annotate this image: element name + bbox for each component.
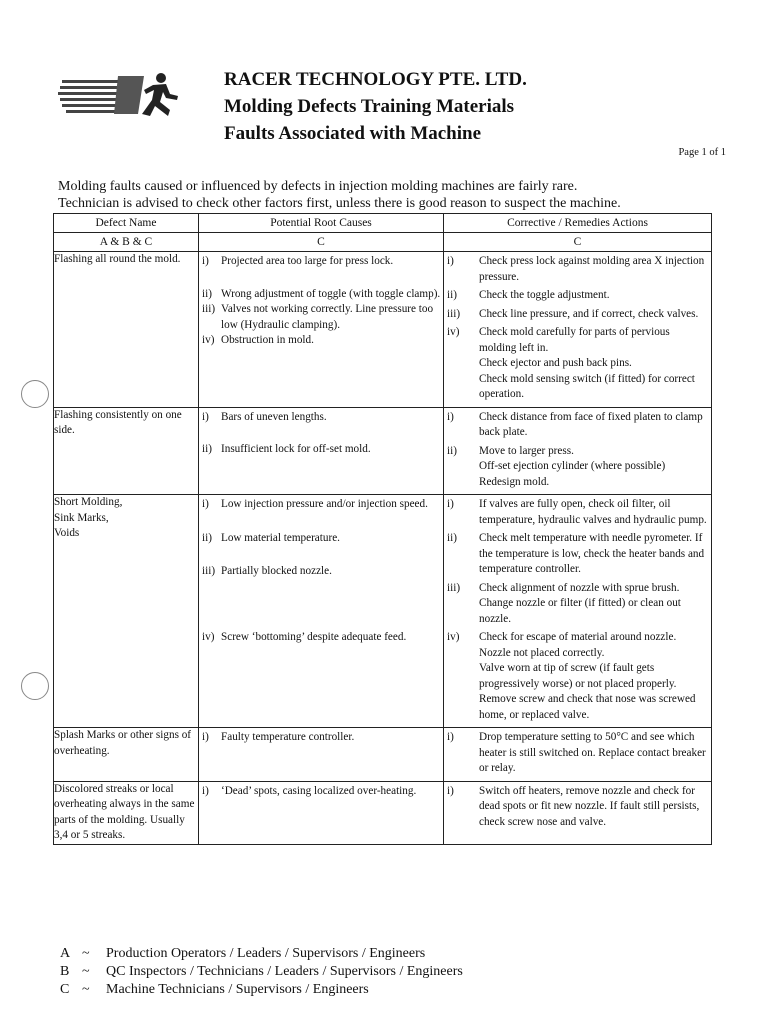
cause-number: ii) (202, 443, 212, 455)
action-number (447, 661, 479, 723)
action-item (447, 325, 709, 356)
action-number: ii) (447, 444, 457, 457)
action-item (447, 475, 709, 491)
legend-item (60, 945, 463, 963)
intro-line: Technician is advised to check other factors first, unless there is good reason to suspect the machine. (58, 196, 621, 211)
action-number (447, 475, 479, 491)
cause-item (202, 302, 441, 333)
cause-text: Obstruction in mold. (221, 334, 314, 346)
action-item (447, 784, 709, 831)
cause-item (202, 497, 441, 513)
legend-key: B (60, 964, 70, 979)
cause-item (202, 564, 441, 580)
audience-actions: C (444, 233, 712, 252)
action-item (447, 307, 709, 323)
cause-number: ii) (202, 287, 212, 300)
cause-number: i) (202, 731, 209, 743)
defect-name-cell: Splash Marks or other signs of overheating. (54, 728, 199, 782)
table-row (54, 252, 712, 408)
cause-number: ii) (202, 531, 212, 544)
action-text: Check mold carefully for parts of pervious molding left in. (479, 326, 670, 354)
action-item (447, 372, 709, 403)
defect-name-cell: Short Molding, Sink Marks, Voids (54, 495, 199, 728)
action-text: Switch off heaters, remove nozzle and check for dead spots or fit new nozzle. If fault still persists, check screw nose and valve. (479, 784, 700, 828)
remedies-cell (444, 781, 712, 844)
action-item (447, 596, 709, 627)
cause-item (202, 333, 441, 349)
defect-name-cell: Flashing all round the mold. (54, 252, 199, 408)
action-text: Check line pressure, and if correct, check valves. (479, 307, 699, 320)
cause-item (202, 287, 441, 303)
action-item (447, 497, 709, 528)
cause-text: Wrong adjustment of toggle (with toggle clamp). (221, 287, 441, 300)
root-causes-cell (199, 728, 444, 782)
cause-item (202, 410, 441, 426)
remedies-cell (444, 407, 712, 495)
action-text: Check distance from face of fixed platen to clamp back plate. (479, 410, 703, 438)
action-number: i) (447, 498, 454, 510)
root-causes-cell (199, 495, 444, 728)
action-number (447, 459, 479, 475)
cause-number: i) (202, 410, 209, 423)
punch-hole (21, 672, 49, 700)
cause-item (202, 630, 441, 646)
action-item (447, 531, 709, 578)
action-text: Check ejector and push back pins. (479, 357, 632, 369)
action-text: Check the toggle adjustment. (479, 289, 610, 301)
cause-number: iv) (202, 630, 215, 643)
legend-key: A (60, 946, 71, 961)
legend-text: Machine Technicians / Supervisors / Engineers (106, 982, 369, 997)
table-row (54, 728, 712, 782)
audience-causes: C (199, 233, 444, 252)
legend-item (60, 963, 463, 981)
cause-item (202, 784, 441, 800)
action-number: i) (447, 731, 454, 743)
action-number: iii) (447, 307, 461, 320)
action-number: i) (447, 255, 454, 267)
legend-text: QC Inspectors / Technicians / Leaders / Supervisors / Engineers (106, 964, 463, 979)
action-item (447, 661, 709, 723)
action-text: Move to larger press. (479, 444, 574, 457)
action-text: Check melt temperature with needle pyrometer. If the temperature is low, check the heater bands and temperature controller. (479, 532, 705, 575)
action-number: i) (447, 784, 454, 797)
legend-key: C (60, 982, 70, 997)
table-row (54, 495, 712, 728)
cause-text: Screw ‘bottoming’ despite adequate feed. (221, 630, 407, 643)
table-audience-row (54, 233, 712, 252)
intro-paragraph (58, 178, 718, 212)
action-item (447, 630, 709, 661)
defect-name-cell: Flashing consistently on one side. (54, 407, 199, 495)
action-text: Check press lock against molding area X injection pressure. (479, 255, 705, 283)
cause-number: i) (202, 498, 209, 510)
table-row (54, 781, 712, 844)
action-item (447, 730, 709, 777)
legend-separator: ~ (82, 946, 90, 961)
document-subtitle: Molding Defects Training Materials (224, 96, 515, 117)
cause-text: Low injection pressure and/or injection speed. (221, 498, 428, 510)
audience-legend (60, 945, 463, 999)
audience-defect: A & B & C (54, 233, 199, 252)
action-number: iv) (447, 326, 460, 338)
action-item (447, 254, 709, 285)
action-item (447, 444, 709, 460)
header-defect-name: Defect Name (54, 214, 199, 233)
table-row (54, 407, 712, 495)
company-name: RACER TECHNOLOGY PTE. LTD. (224, 69, 527, 90)
root-causes-cell (199, 252, 444, 408)
cause-text: Valves not working correctly. Line pressure too low (Hydraulic clamping). (221, 303, 434, 331)
action-text: Valve worn at tip of screw (if fault gets progressively worse) or not placed properly. Remove screw and check that nose was screwed home, or replaced valve. (479, 662, 696, 721)
section-title: Faults Associated with Machine (224, 123, 482, 144)
remedies-cell (444, 728, 712, 782)
action-number: ii) (447, 532, 457, 544)
action-item (447, 581, 709, 597)
root-causes-cell (199, 407, 444, 495)
cause-text: Partially blocked nozzle. (221, 565, 332, 577)
action-number: ii) (447, 289, 457, 301)
remedies-cell (444, 495, 712, 728)
faults-table (53, 213, 712, 845)
cause-text: Projected area too large for press lock. (221, 255, 394, 267)
action-text: Off-set ejection cylinder (where possible) (479, 460, 666, 472)
action-text: Check alignment of nozzle with sprue brush. (479, 581, 680, 594)
header-root-causes: Potential Root Causes (199, 214, 444, 233)
cause-text: ‘Dead’ spots, casing localized over-heating. (221, 784, 417, 797)
legend-item (60, 981, 463, 999)
action-number: i) (447, 410, 454, 423)
punch-hole (21, 380, 49, 408)
intro-line: Molding faults caused or influenced by defects in injection molding machines are fairly rare. (58, 179, 578, 194)
cause-number: i) (202, 784, 209, 797)
page-number: Page 1 of 1 (678, 147, 726, 158)
legend-text: Production Operators / Leaders / Supervisors / Engineers (106, 946, 426, 961)
action-text: Change nozzle or filter (if fitted) or clean out nozzle. (479, 597, 681, 625)
cause-item (202, 730, 441, 746)
action-number (447, 596, 479, 627)
cause-item (202, 254, 441, 270)
action-item (447, 288, 709, 304)
cause-item (202, 531, 441, 547)
action-item (447, 459, 709, 475)
action-number (447, 356, 479, 372)
action-text: Drop temperature setting to 50°C and see which heater is still switched on. Replace contact breaker or relay. (479, 731, 706, 774)
cause-number: iii) (202, 303, 216, 315)
action-number: iv) (447, 631, 460, 643)
action-number (447, 372, 479, 403)
remedies-cell (444, 252, 712, 408)
defect-name-cell: Discolored streaks or local overheating always in the same parts of the molding. Usually 3,4 or 5 streaks. (54, 781, 199, 844)
action-text: If valves are fully open, check oil filter, oil temperature, hydraulic valves and hydraulic pump. (479, 498, 707, 526)
action-item (447, 410, 709, 441)
action-number: iii) (447, 581, 461, 594)
cause-text: Low material temperature. (221, 531, 340, 544)
header-remedies: Corrective / Remedies Actions (444, 214, 712, 233)
document-title-block (224, 66, 527, 147)
cause-number: i) (202, 255, 209, 267)
company-logo (58, 70, 182, 122)
cause-number: iv) (202, 334, 215, 346)
action-text: Check for escape of material around nozzle. Nozzle not placed correctly. (479, 631, 677, 659)
table-body (54, 252, 712, 845)
cause-number: iii) (202, 565, 216, 577)
legend-separator: ~ (82, 964, 90, 979)
cause-item (202, 442, 441, 458)
cause-text: Insufficient lock for off-set mold. (221, 443, 371, 455)
cause-text: Faulty temperature controller. (221, 731, 355, 743)
action-text: Check mold sensing switch (if fitted) for correct operation. (479, 372, 695, 400)
table-header-row (54, 214, 712, 233)
legend-separator: ~ (82, 982, 90, 997)
action-item (447, 356, 709, 372)
root-causes-cell (199, 781, 444, 844)
action-text: Redesign mold. (479, 475, 550, 488)
cause-text: Bars of uneven lengths. (221, 410, 327, 423)
